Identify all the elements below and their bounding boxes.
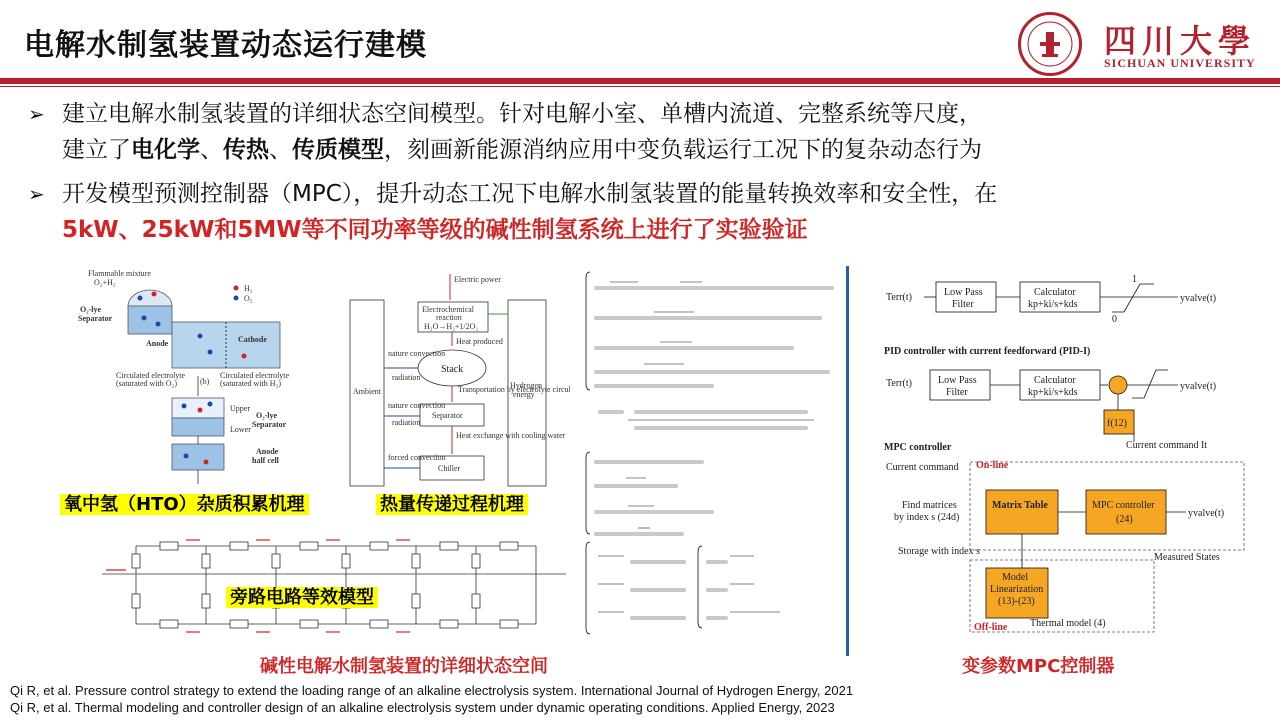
mpc-text: PID controller with current feedforward (PID-I) (884, 346, 1091, 357)
hto-text: O₂ (244, 294, 253, 303)
university-seal-icon (1018, 12, 1082, 76)
caption-mpc: 变参数MPC控制器 (962, 656, 1115, 677)
heat-text: Stack (441, 364, 464, 375)
mpc-text: yvalve(t) (1180, 381, 1217, 392)
heat-text: energy (513, 390, 535, 399)
bullet-line: 开发模型预测控制器（MPC），提升动态工况下电解水制氢装置的能量转换效率和安全性，在 (62, 181, 998, 207)
mpc-text: Terr(t) (886, 292, 912, 303)
caption-text: 氧中氢（HTO）杂质积累机理 (60, 494, 309, 515)
bullet-arrow-icon: ➢ (28, 182, 45, 206)
mpc-text: Filter (946, 387, 968, 398)
hto-text: Separator (78, 314, 113, 323)
text-span: ，刻画新能源消纳应用中变负载运行工况下的复杂动态行为 (384, 137, 982, 163)
mpc-text: Terr(t) (886, 378, 912, 389)
heat-text: Electrochemical (422, 305, 474, 314)
heat-text: nature convection (388, 401, 446, 410)
caption-state-space: 碱性电解水制氢装置的详细状态空间 (260, 656, 548, 677)
mpc-text: Thermal model (4) (1030, 618, 1106, 629)
heat-text: radiation (392, 373, 421, 382)
mpc-text: Current command (886, 462, 959, 473)
caption-text: 旁路电路等效模型 (226, 587, 378, 608)
heat-text: Hydrogen (510, 381, 542, 390)
mpc-text: MPC controller (1092, 500, 1155, 511)
mpc-text: f(12) (1107, 418, 1127, 429)
mpc-text: by index s (24d) (894, 512, 960, 523)
mpc-text: kp+ki/s+kds (1028, 299, 1078, 310)
mpc-text: Model (1002, 572, 1029, 583)
hto-text: (saturated with H₂) (220, 379, 281, 388)
hto-text: Flammable mixture (88, 269, 151, 278)
mpc-text: kp+ki/s+kds (1028, 387, 1078, 398)
mpc-text: Filter (952, 299, 974, 310)
page-title: 电解水制氢装置动态运行建模 (24, 28, 427, 63)
caption-heat (376, 490, 528, 516)
logo-chinese-name: 四川大學 (1104, 22, 1257, 60)
title-underline (0, 78, 1280, 84)
reference-item: Qi R, et al. Pressure control strategy to extend the loading range of an alkaline electrolysis system. International Journal of Hydrogen Energy, 2021 (10, 683, 854, 698)
mpc-text: Find matrices (902, 500, 957, 511)
hto-text: Circulated electrolyte (220, 371, 290, 380)
mpc-text: MPC controller (884, 442, 952, 453)
heat-text: Heat produced (456, 337, 503, 346)
bullet-list (28, 96, 1268, 256)
hto-text: Circulated electrolyte (116, 371, 186, 380)
mpc-text: Low Pass (938, 375, 977, 386)
mpc-figure (872, 270, 1252, 640)
hto-text: O₂+H₂ (94, 278, 116, 287)
mpc-text: Low Pass (944, 287, 983, 298)
hto-text: Separator (252, 420, 287, 429)
mpc-text: yvalve(t) (1188, 508, 1225, 519)
heat-text: Heat exchange with cooling water (456, 431, 566, 440)
bullet-line (62, 132, 1268, 168)
hto-text: half cell (252, 456, 279, 465)
title-underline-thin (0, 86, 1280, 87)
bold-span: 传热 (223, 137, 269, 163)
university-logo (1012, 6, 1272, 76)
mpc-text: 1 (1132, 274, 1137, 285)
hto-text: O₂-lye (256, 411, 278, 420)
mpc-text: Measured States (1154, 552, 1220, 563)
references (10, 682, 853, 716)
bullet-line: 建立电解水制氢装置的详细状态空间模型。针对电解小室、单槽内流道、完整系统等尺度， (62, 101, 982, 127)
mpc-text: Off-line (974, 622, 1008, 633)
hto-text: Lower (230, 425, 251, 434)
mpc-text: Calculator (1034, 375, 1076, 386)
text-span: 、 (200, 137, 223, 163)
hto-text: Upper (230, 404, 250, 413)
mpc-text: On-line (976, 460, 1009, 471)
heat-text: Electric power (454, 275, 501, 284)
hto-figure (60, 266, 300, 488)
heat-transfer-figure (340, 268, 570, 488)
heat-text: H₂O→H₂+1/2O₂ (424, 322, 479, 331)
logo-english-name: SICHUAN UNIVERSITY (1104, 56, 1256, 70)
heat-text: reaction (436, 313, 462, 322)
hto-text: Anode (146, 339, 169, 348)
heat-text: Transportation by electrolyte circu (458, 385, 569, 394)
bullet-line-highlight: 5kW、25kW和5MW等不同功率等级的碱性制氢系统上进行了实验验证 (62, 217, 808, 243)
heat-text: Ambient (353, 387, 381, 396)
mpc-text: Calculator (1034, 287, 1076, 298)
heat-text: Chiller (438, 464, 461, 473)
hto-text: (saturated with O₂) (116, 379, 177, 388)
bullet-item-model (28, 96, 1268, 168)
caption-bypass (226, 583, 378, 609)
heat-text: Separator (432, 411, 463, 420)
mpc-text: (13)-(23) (998, 596, 1035, 607)
text-span: 、 (269, 137, 292, 163)
mpc-text: 0 (1112, 314, 1117, 325)
state-space-equations (584, 266, 842, 636)
hto-text: O₂-lye (80, 305, 102, 314)
bullet-item-mpc (28, 176, 1268, 248)
reference-item: Qi R, et al. Thermal modeling and controller design of an alkaline electrolysis system under dynamic operating conditions. Applied Energy, 2023 (10, 700, 835, 715)
caption-text: 热量传递过程机理 (376, 494, 528, 515)
mpc-text: Linearization (990, 584, 1044, 595)
heat-text: forced convection (388, 453, 446, 462)
bullet-arrow-icon: ➢ (28, 102, 45, 126)
mpc-text: (24) (1116, 514, 1133, 525)
mpc-text: yvalve(t) (1180, 293, 1217, 304)
caption-hto (60, 490, 309, 516)
hto-text: Cathode (238, 335, 267, 344)
bold-span: 电化学 (131, 137, 200, 163)
mpc-text: Storage with index s (898, 546, 980, 557)
mpc-text: Current command It (1126, 440, 1208, 451)
heat-text: nature convection (388, 349, 446, 358)
heat-text: radiation (392, 418, 421, 427)
bold-span: 传质模型 (292, 137, 384, 163)
hto-text: (b) (200, 377, 210, 386)
vertical-separator (846, 266, 849, 656)
hto-text: Anode (256, 447, 279, 456)
mpc-text: Matrix Table (992, 500, 1048, 511)
text-span: 建立了 (62, 137, 131, 163)
hto-text: H₂ (244, 284, 253, 293)
